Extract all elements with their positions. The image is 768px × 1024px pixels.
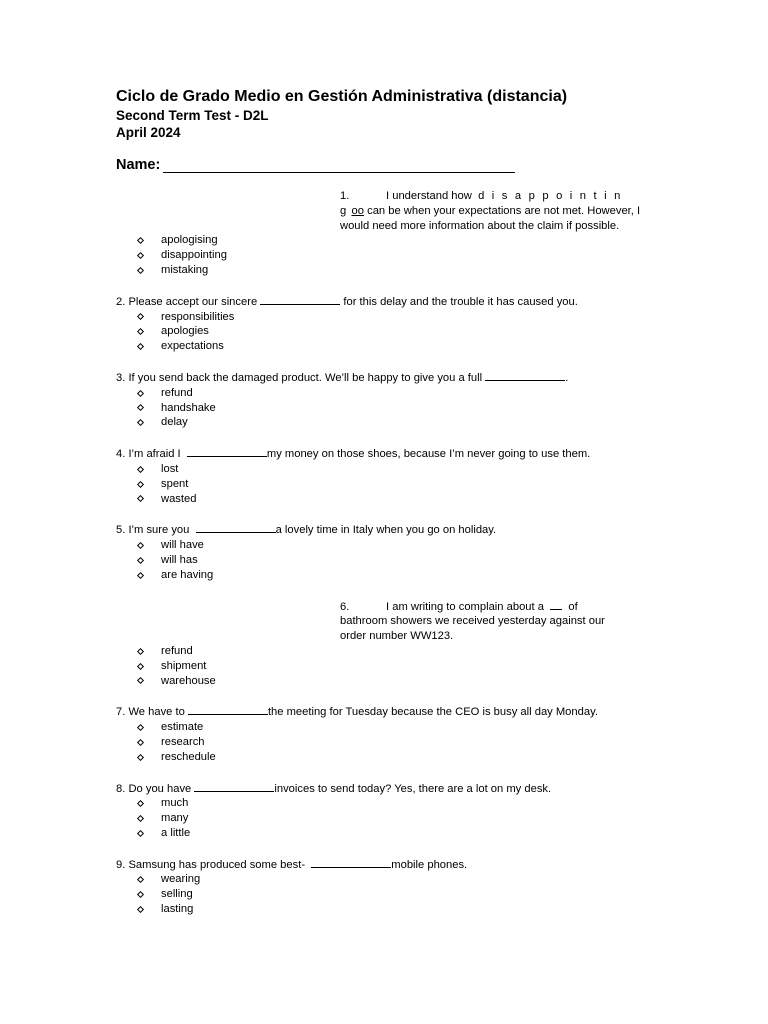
question-2 — [116, 293, 656, 354]
question-stem: 2. Please accept our sincere for this delay and the trouble it has caused you. — [116, 293, 656, 310]
answer-blank[interactable] — [194, 780, 274, 792]
option[interactable]: responsibilities — [116, 310, 656, 325]
name-field-row — [116, 153, 656, 173]
diamond-bullet-icon — [136, 342, 145, 351]
option-list — [116, 233, 656, 277]
diamond-bullet-icon — [136, 327, 145, 336]
underlined-fragment: oo — [351, 204, 364, 217]
diamond-bullet-icon — [136, 403, 145, 412]
name-blank-line[interactable] — [163, 158, 515, 173]
test-document — [116, 87, 656, 917]
option-list — [116, 310, 656, 354]
answer-blank[interactable] — [260, 293, 340, 305]
question-stem: 1. I understand how d i s a p p o i n t i n g oo can be when your expectations are not met. However, I would need more information about the claim if possible. — [340, 190, 641, 232]
option[interactable]: wearing — [116, 872, 656, 887]
question-3 — [116, 369, 656, 430]
diamond-bullet-icon — [136, 723, 145, 732]
option-list — [116, 644, 656, 688]
diamond-bullet-icon — [136, 814, 145, 823]
question-5 — [116, 521, 656, 582]
option-list — [116, 462, 656, 506]
option[interactable]: warehouse — [116, 674, 656, 689]
diamond-bullet-icon — [136, 890, 145, 899]
question-4 — [116, 445, 656, 506]
diamond-bullet-icon — [136, 556, 145, 565]
diamond-bullet-icon — [136, 829, 145, 838]
question-stem: 4. I’m afraid I my money on those shoes, because I’m never going to use them. — [116, 445, 656, 462]
spaced-word: d i s a p p o i n t i n g — [340, 190, 623, 217]
diamond-bullet-icon — [136, 905, 145, 914]
option[interactable]: selling — [116, 887, 656, 902]
diamond-bullet-icon — [136, 418, 145, 427]
option[interactable]: spent — [116, 477, 656, 492]
question-stem: 6. I am writing to complain about a of bathroom showers we received yesterday against our order number WW123. — [340, 598, 610, 644]
option[interactable]: shipment — [116, 659, 656, 674]
option[interactable]: lasting — [116, 902, 656, 917]
diamond-bullet-icon — [136, 465, 145, 474]
question-1 — [116, 189, 656, 278]
diamond-bullet-icon — [136, 312, 145, 321]
option[interactable]: lost — [116, 462, 656, 477]
test-subtitle: Second Term Test - D2L — [116, 108, 269, 123]
diamond-bullet-icon — [136, 541, 145, 550]
option-list — [116, 872, 656, 916]
name-label: Name: — [116, 157, 161, 173]
question-9 — [116, 856, 656, 917]
option-list — [116, 386, 656, 430]
option[interactable]: a little — [116, 826, 656, 841]
answer-blank[interactable] — [196, 521, 276, 533]
option[interactable]: refund — [116, 386, 656, 401]
option[interactable]: mistaking — [116, 263, 656, 278]
option-list — [116, 720, 656, 764]
course-title: Ciclo de Grado Medio en Gestión Administrativa (distancia) — [116, 88, 568, 105]
diamond-bullet-icon — [136, 571, 145, 580]
option[interactable]: expectations — [116, 339, 656, 354]
question-stem: 5. I’m sure you a lovely time in Italy when you go on holiday. — [116, 521, 656, 538]
answer-blank[interactable] — [485, 369, 565, 381]
option[interactable]: apologies — [116, 324, 656, 339]
diamond-bullet-icon — [136, 875, 145, 884]
diamond-bullet-icon — [136, 647, 145, 656]
option[interactable]: reschedule — [116, 750, 656, 765]
option-list — [116, 538, 656, 582]
question-stem: 9. Samsung has produced some best- mobile phones. — [116, 856, 656, 873]
diamond-bullet-icon — [136, 494, 145, 503]
diamond-bullet-icon — [136, 738, 145, 747]
option[interactable]: many — [116, 811, 656, 826]
option-list — [116, 796, 656, 840]
option[interactable]: much — [116, 796, 656, 811]
diamond-bullet-icon — [136, 753, 145, 762]
option[interactable]: will have — [116, 538, 656, 553]
diamond-bullet-icon — [136, 236, 145, 245]
question-7 — [116, 703, 656, 764]
diamond-bullet-icon — [136, 266, 145, 275]
option[interactable]: handshake — [116, 401, 656, 416]
diamond-bullet-icon — [136, 251, 145, 260]
question-stem: 3. If you send back the damaged product. We’ll be happy to give you a full . — [116, 369, 656, 386]
option[interactable]: estimate — [116, 720, 656, 735]
answer-blank[interactable] — [550, 598, 562, 610]
option[interactable]: are having — [116, 568, 656, 583]
diamond-bullet-icon — [136, 389, 145, 398]
question-stem: 7. We have to the meeting for Tuesday because the CEO is busy all day Monday. — [116, 703, 656, 720]
question-number: 6. — [340, 600, 350, 613]
test-date: April 2024 — [116, 125, 181, 140]
option[interactable]: disappointing — [116, 248, 656, 263]
diamond-bullet-icon — [136, 676, 145, 685]
option[interactable]: research — [116, 735, 656, 750]
option[interactable]: refund — [116, 644, 656, 659]
question-6 — [116, 598, 656, 689]
diamond-bullet-icon — [136, 799, 145, 808]
question-8 — [116, 780, 656, 841]
answer-blank[interactable] — [187, 445, 267, 457]
answer-blank[interactable] — [188, 703, 268, 715]
question-number: 1. — [340, 190, 350, 202]
diamond-bullet-icon — [136, 662, 145, 671]
question-stem: 8. Do you have invoices to send today? Yes, there are a lot on my desk. — [116, 780, 656, 797]
diamond-bullet-icon — [136, 480, 145, 489]
answer-blank[interactable] — [311, 856, 391, 868]
option[interactable]: wasted — [116, 492, 656, 507]
option[interactable]: will has — [116, 553, 656, 568]
option[interactable]: delay — [116, 415, 656, 430]
option[interactable]: apologising — [116, 233, 656, 248]
